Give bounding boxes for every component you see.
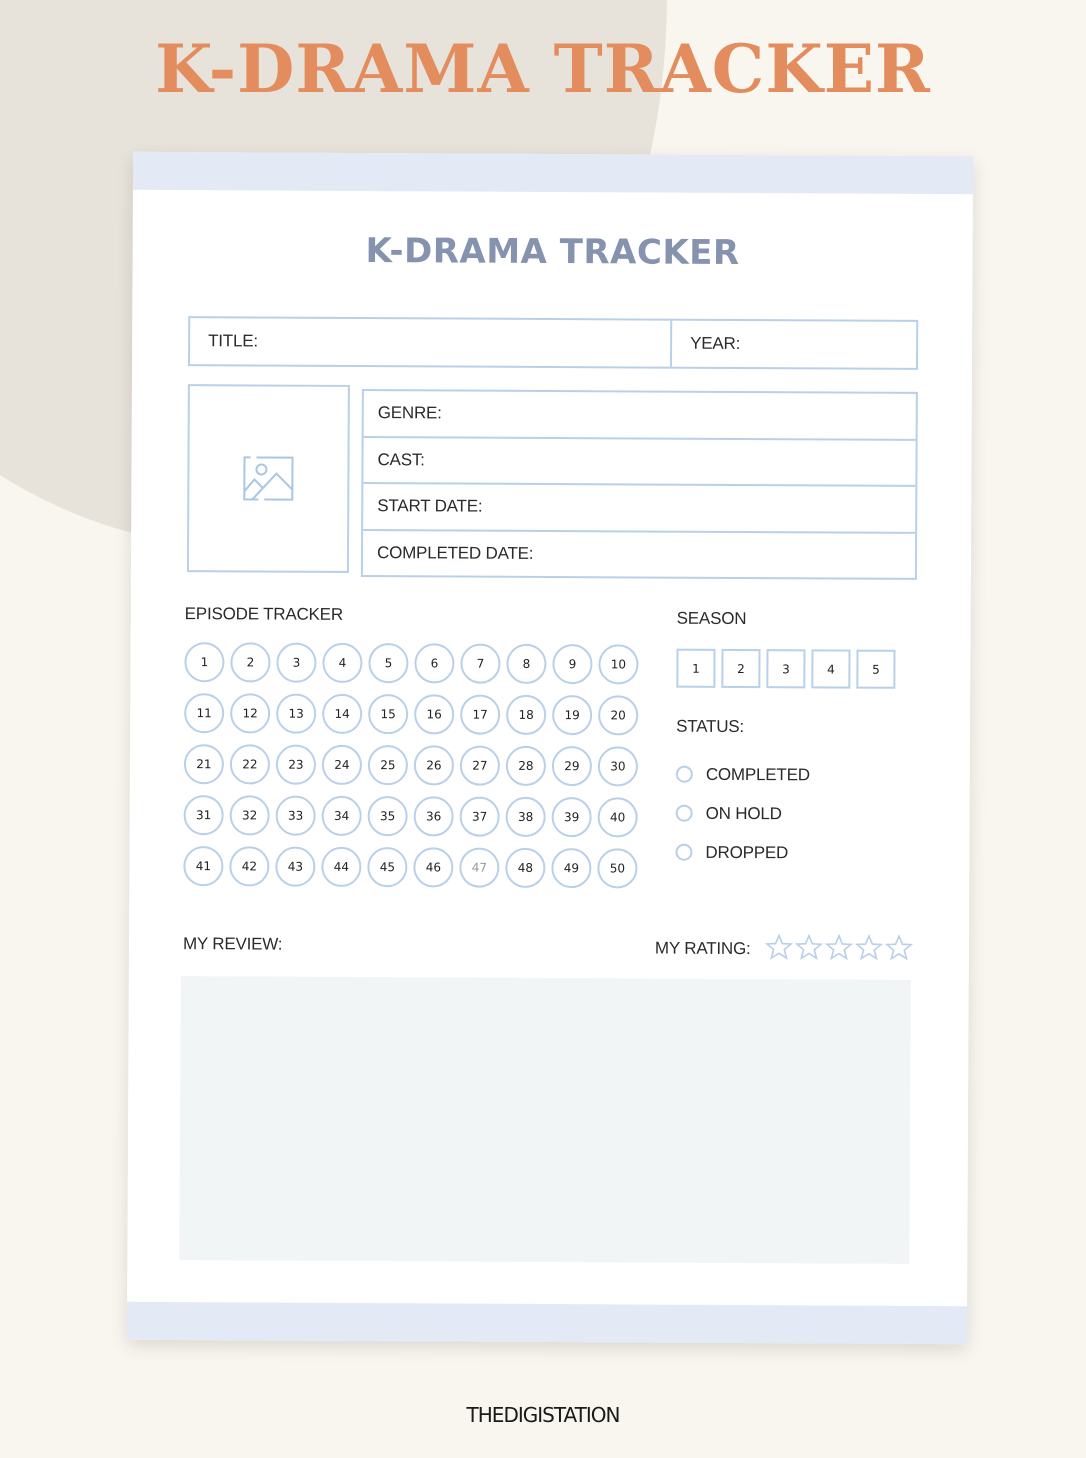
hero-title: K-DRAMA TRACKER [155,30,931,108]
review-label: MY REVIEW: [182,934,283,954]
episode-checkbox-35[interactable]: 35 [368,796,408,836]
season-box-1[interactable]: 1 [676,649,715,688]
episode-checkbox-24[interactable]: 24 [322,745,362,785]
sheet-title: K-DRAMA TRACKER [365,231,740,273]
episode-checkbox-7[interactable]: 7 [460,644,500,684]
radio-icon[interactable] [676,805,693,822]
review-textarea[interactable] [179,976,910,1264]
episode-checkbox-46[interactable]: 46 [413,847,453,887]
radio-icon[interactable] [675,844,692,861]
star-outline-icon[interactable] [855,934,883,962]
info-fields [361,389,918,580]
season-label: SEASON [676,608,747,629]
episode-checkbox-50[interactable]: 50 [597,848,637,888]
episode-checkbox-47[interactable]: 47 [459,848,499,888]
start-date-label: START DATE: [377,496,483,516]
star-outline-icon[interactable] [885,934,913,962]
episode-checkbox-4[interactable]: 4 [322,643,362,683]
completed-date-label: COMPLETED DATE: [376,542,534,563]
episode-checkbox-49[interactable]: 49 [551,848,591,888]
status-option-completed[interactable] [676,755,810,795]
status-option-label: ON HOLD [705,803,782,823]
episode-checkbox-16[interactable]: 16 [414,694,454,734]
star-outline-icon[interactable] [765,933,793,961]
episode-checkbox-13[interactable]: 13 [276,694,316,734]
episode-checkbox-32[interactable]: 32 [230,795,270,835]
episode-checkbox-30[interactable]: 30 [598,746,638,786]
sheet-bottom-band [127,1302,967,1344]
status-option-on-hold[interactable] [676,794,810,834]
episode-checkbox-19[interactable]: 19 [552,695,592,735]
episode-checkbox-20[interactable]: 20 [598,695,638,735]
star-outline-icon[interactable] [795,933,823,961]
episode-checkbox-12[interactable]: 12 [230,693,270,733]
episode-checkbox-37[interactable]: 37 [460,797,500,837]
season-box-4[interactable]: 4 [811,649,850,688]
episode-checkbox-5[interactable]: 5 [368,643,408,683]
episode-checkbox-23[interactable]: 23 [276,745,316,785]
episode-tracker-label: EPISODE TRACKER [184,604,343,624]
year-field[interactable] [672,321,916,368]
episode-checkbox-39[interactable]: 39 [552,797,592,837]
episode-checkbox-41[interactable]: 41 [183,846,223,886]
episode-checkbox-1[interactable]: 1 [184,642,224,682]
episode-checkbox-10[interactable]: 10 [598,644,638,684]
title-year-row [188,316,918,370]
episode-checkbox-33[interactable]: 33 [276,796,316,836]
episode-checkbox-27[interactable]: 27 [460,746,500,786]
episode-checkbox-38[interactable]: 38 [506,797,546,837]
episode-checkbox-48[interactable]: 48 [505,848,545,888]
episode-checkbox-45[interactable]: 45 [367,847,407,887]
sheet-top-band [133,152,973,194]
title-label: TITLE: [208,331,258,351]
tracker-sheet [127,152,973,1344]
episode-checkbox-26[interactable]: 26 [414,745,454,785]
title-field[interactable] [190,318,672,367]
episode-checkbox-14[interactable]: 14 [322,694,362,734]
episode-checkbox-43[interactable]: 43 [275,847,315,887]
episode-checkbox-11[interactable]: 11 [184,693,224,733]
status-options [675,755,810,873]
episode-checkbox-15[interactable]: 15 [368,694,408,734]
genre-field[interactable] [364,391,916,440]
season-box-3[interactable]: 3 [766,649,805,688]
genre-label: GENRE: [377,403,442,423]
episode-checkbox-36[interactable]: 36 [414,796,454,836]
episode-grid [183,642,638,888]
status-label: STATUS: [676,716,745,737]
season-box-2[interactable]: 2 [721,649,760,688]
start-date-field[interactable] [363,484,915,533]
status-option-dropped[interactable] [675,833,809,873]
status-option-label: COMPLETED [705,764,810,784]
rating-label: MY RATING: [654,938,751,959]
cast-label: CAST: [377,449,425,470]
episode-checkbox-28[interactable]: 28 [506,746,546,786]
status-option-label: DROPPED [705,842,789,862]
episode-checkbox-29[interactable]: 29 [552,746,592,786]
episode-checkbox-40[interactable]: 40 [598,797,638,837]
radio-icon[interactable] [676,766,693,783]
episode-checkbox-2[interactable]: 2 [230,642,270,682]
episode-checkbox-25[interactable]: 25 [368,745,408,785]
episode-checkbox-42[interactable]: 42 [229,846,269,886]
cover-photo-box[interactable] [187,384,350,573]
episode-checkbox-9[interactable]: 9 [552,644,592,684]
episode-checkbox-31[interactable]: 31 [184,795,224,835]
episode-checkbox-34[interactable]: 34 [322,796,362,836]
star-rating [765,933,913,962]
year-label: YEAR: [690,333,741,353]
star-outline-icon[interactable] [825,933,853,961]
episode-checkbox-17[interactable]: 17 [460,695,500,735]
brand-footer: THEDIGISTATION [466,1403,620,1427]
season-selector [676,649,895,689]
episode-checkbox-3[interactable]: 3 [276,643,316,683]
season-box-5[interactable]: 5 [856,650,895,689]
completed-date-field[interactable] [363,531,915,578]
cast-field[interactable] [363,438,915,487]
episode-checkbox-6[interactable]: 6 [414,643,454,683]
episode-checkbox-18[interactable]: 18 [506,695,546,735]
episode-checkbox-22[interactable]: 22 [230,744,270,784]
episode-checkbox-8[interactable]: 8 [506,644,546,684]
episode-checkbox-21[interactable]: 21 [184,744,224,784]
episode-checkbox-44[interactable]: 44 [321,847,361,887]
image-placeholder-icon [242,455,294,501]
